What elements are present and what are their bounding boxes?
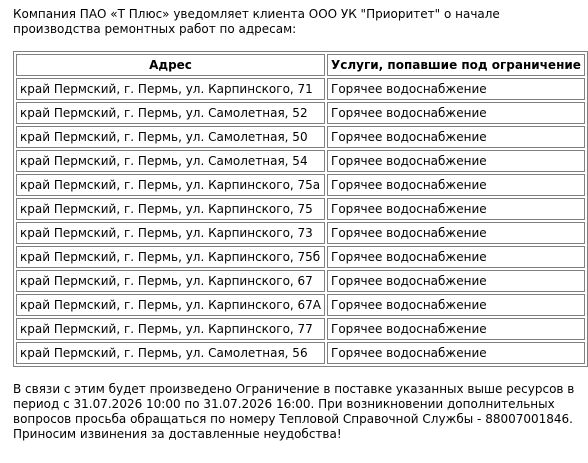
table-row — [16, 174, 585, 196]
service-cell: Горячее водоснабжение — [327, 270, 585, 292]
address-cell: край Пермский, г. Пермь, ул. Карпинского, 77 — [16, 318, 325, 340]
address-cell: край Пермский, г. Пермь, ул. Карпинского, 73 — [16, 222, 325, 244]
table-row — [16, 126, 585, 148]
service-cell: Горячее водоснабжение — [327, 126, 585, 148]
column-header-services: Услуги, попавшие под ограничение — [327, 54, 585, 76]
column-header-address: Адрес — [16, 54, 325, 76]
service-cell: Горячее водоснабжение — [327, 198, 585, 220]
addresses-table — [13, 51, 588, 367]
table-row — [16, 78, 585, 100]
address-cell: край Пермский, г. Пермь, ул. Самолетная, 52 — [16, 102, 325, 124]
table-row — [16, 222, 585, 244]
service-cell: Горячее водоснабжение — [327, 174, 585, 196]
service-cell: Горячее водоснабжение — [327, 342, 585, 364]
address-cell: край Пермский, г. Пермь, ул. Самолетная, 50 — [16, 126, 325, 148]
address-cell: край Пермский, г. Пермь, ул. Самолетная, 54 — [16, 150, 325, 172]
service-cell: Горячее водоснабжение — [327, 78, 585, 100]
table-row — [16, 318, 585, 340]
address-cell: край Пермский, г. Пермь, ул. Карпинского, 75б — [16, 246, 325, 268]
table-row — [16, 294, 585, 316]
service-cell: Горячее водоснабжение — [327, 222, 585, 244]
address-cell: край Пермский, г. Пермь, ул. Самолетная, 56 — [16, 342, 325, 364]
service-cell: Горячее водоснабжение — [327, 318, 585, 340]
table-row — [16, 198, 585, 220]
table-row — [16, 102, 585, 124]
service-cell: Горячее водоснабжение — [327, 246, 585, 268]
table-body — [16, 78, 585, 364]
table-row — [16, 246, 585, 268]
service-cell: Горячее водоснабжение — [327, 102, 585, 124]
address-cell: край Пермский, г. Пермь, ул. Карпинского, 67А — [16, 294, 325, 316]
service-cell: Горячее водоснабжение — [327, 294, 585, 316]
address-cell: край Пермский, г. Пермь, ул. Карпинского, 71 — [16, 78, 325, 100]
table-row — [16, 150, 585, 172]
address-cell: край Пермский, г. Пермь, ул. Карпинского, 75 — [16, 198, 325, 220]
service-cell: Горячее водоснабжение — [327, 150, 585, 172]
table-row — [16, 270, 585, 292]
outro-text: В связи с этим будет произведено Ограничение в поставке указанных выше ресурсов в период с 31.07.2026 10:00 по 31.07.2026 16:00. При возникновении дополнительных вопросов просьба обращаться по номеру Тепловой Справочной Службы - 88007001846. Приносим извинения за доставленные неудобства! — [13, 382, 575, 441]
table-header-row — [16, 54, 585, 76]
intro-text: Компания ПАО «Т Плюс» уведомляет клиента ООО УК "Приоритет" о начале производства ремонтных работ по адресам: — [13, 7, 500, 36]
address-cell: край Пермский, г. Пермь, ул. Карпинского, 75а — [16, 174, 325, 196]
table-row — [16, 342, 585, 364]
address-cell: край Пермский, г. Пермь, ул. Карпинского, 67 — [16, 270, 325, 292]
